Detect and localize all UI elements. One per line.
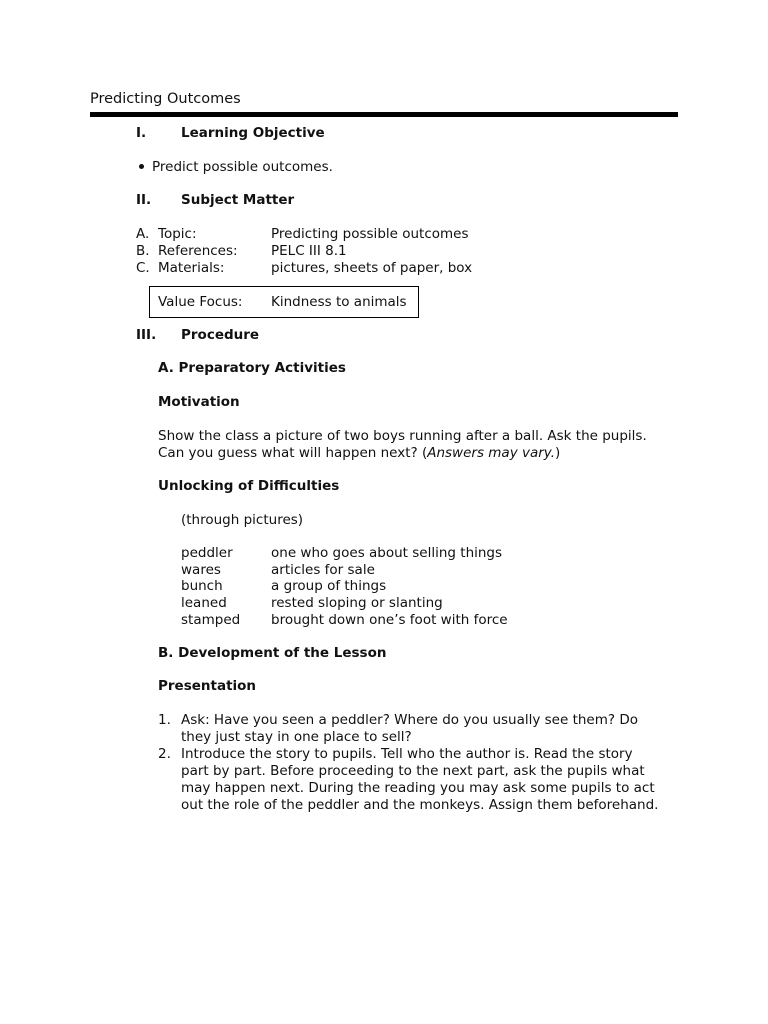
objective-bullet-text: Predict possible outcomes. xyxy=(152,159,333,175)
motivation-line-2 xyxy=(158,445,560,462)
subject-item-value: pictures, sheets of paper, box xyxy=(271,260,473,276)
vocab-meaning: articles for sale xyxy=(271,562,375,578)
vocab-word: bunch xyxy=(181,578,223,594)
motivation-line-1: Show the class a picture of two boys running after a ball. Ask the pupils. xyxy=(158,428,647,444)
presentation-heading: Presentation xyxy=(158,678,257,694)
value-focus-label: Value Focus: xyxy=(158,294,243,310)
vocab-meaning: rested sloping or slanting xyxy=(271,595,443,611)
presentation-line: out the role of the peddler and the monkeys. Assign them beforehand. xyxy=(181,797,659,813)
motivation-italic: Answers may vary. xyxy=(427,445,556,461)
section-3-number: III. xyxy=(136,327,157,343)
motivation-line-2-pre: Can you guess what will happen next? ( xyxy=(158,445,428,461)
subject-item-letter: C. xyxy=(136,260,150,276)
presentation-item-number: 2. xyxy=(158,746,171,762)
development-heading: B. Development of the Lesson xyxy=(158,645,387,661)
subject-item-label: Materials: xyxy=(158,260,225,276)
presentation-line: Introduce the story to pupils. Tell who the author is. Read the story xyxy=(181,746,633,762)
unlocking-heading: Unlocking of Difficulties xyxy=(158,478,340,494)
bullet-icon xyxy=(139,164,144,169)
value-focus-value: Kindness to animals xyxy=(271,294,407,310)
subject-item-letter: A. xyxy=(136,226,150,242)
subject-item-letter: B. xyxy=(136,243,150,259)
presentation-line: part by part. Before proceeding to the next part, ask the pupils what xyxy=(181,763,645,779)
vocab-meaning: a group of things xyxy=(271,578,387,594)
subject-item-value: PELC III 8.1 xyxy=(271,243,347,259)
presentation-line: they just stay in one place to sell? xyxy=(181,729,412,745)
vocab-word: stamped xyxy=(181,612,241,628)
presentation-line: Ask: Have you seen a peddler? Where do you usually see them? Do xyxy=(181,712,638,728)
page-title: Predicting Outcomes xyxy=(90,91,241,107)
vocab-word: peddler xyxy=(181,545,233,561)
section-3-title: Procedure xyxy=(181,327,260,343)
presentation-line: may happen next. During the reading you may ask some pupils to act xyxy=(181,780,655,796)
section-1-number: I. xyxy=(136,125,147,141)
subject-item-value: Predicting possible outcomes xyxy=(271,226,469,242)
subject-item-label: References: xyxy=(158,243,238,259)
preparatory-activities-heading: A. Preparatory Activities xyxy=(158,360,346,376)
section-2-number: II. xyxy=(136,192,152,208)
title-rule xyxy=(90,112,678,117)
unlocking-note: (through pictures) xyxy=(181,512,304,528)
vocab-word: wares xyxy=(181,562,221,578)
vocab-meaning: one who goes about selling things xyxy=(271,545,503,561)
presentation-item-number: 1. xyxy=(158,712,171,728)
subject-item-label: Topic: xyxy=(158,226,197,242)
section-1-title: Learning Objective xyxy=(181,125,325,141)
motivation-heading: Motivation xyxy=(158,394,240,410)
vocab-meaning: brought down one’s foot with force xyxy=(271,612,508,628)
section-2-title: Subject Matter xyxy=(181,192,295,208)
motivation-line-2-post: ) xyxy=(555,445,561,461)
vocab-word: leaned xyxy=(181,595,227,611)
